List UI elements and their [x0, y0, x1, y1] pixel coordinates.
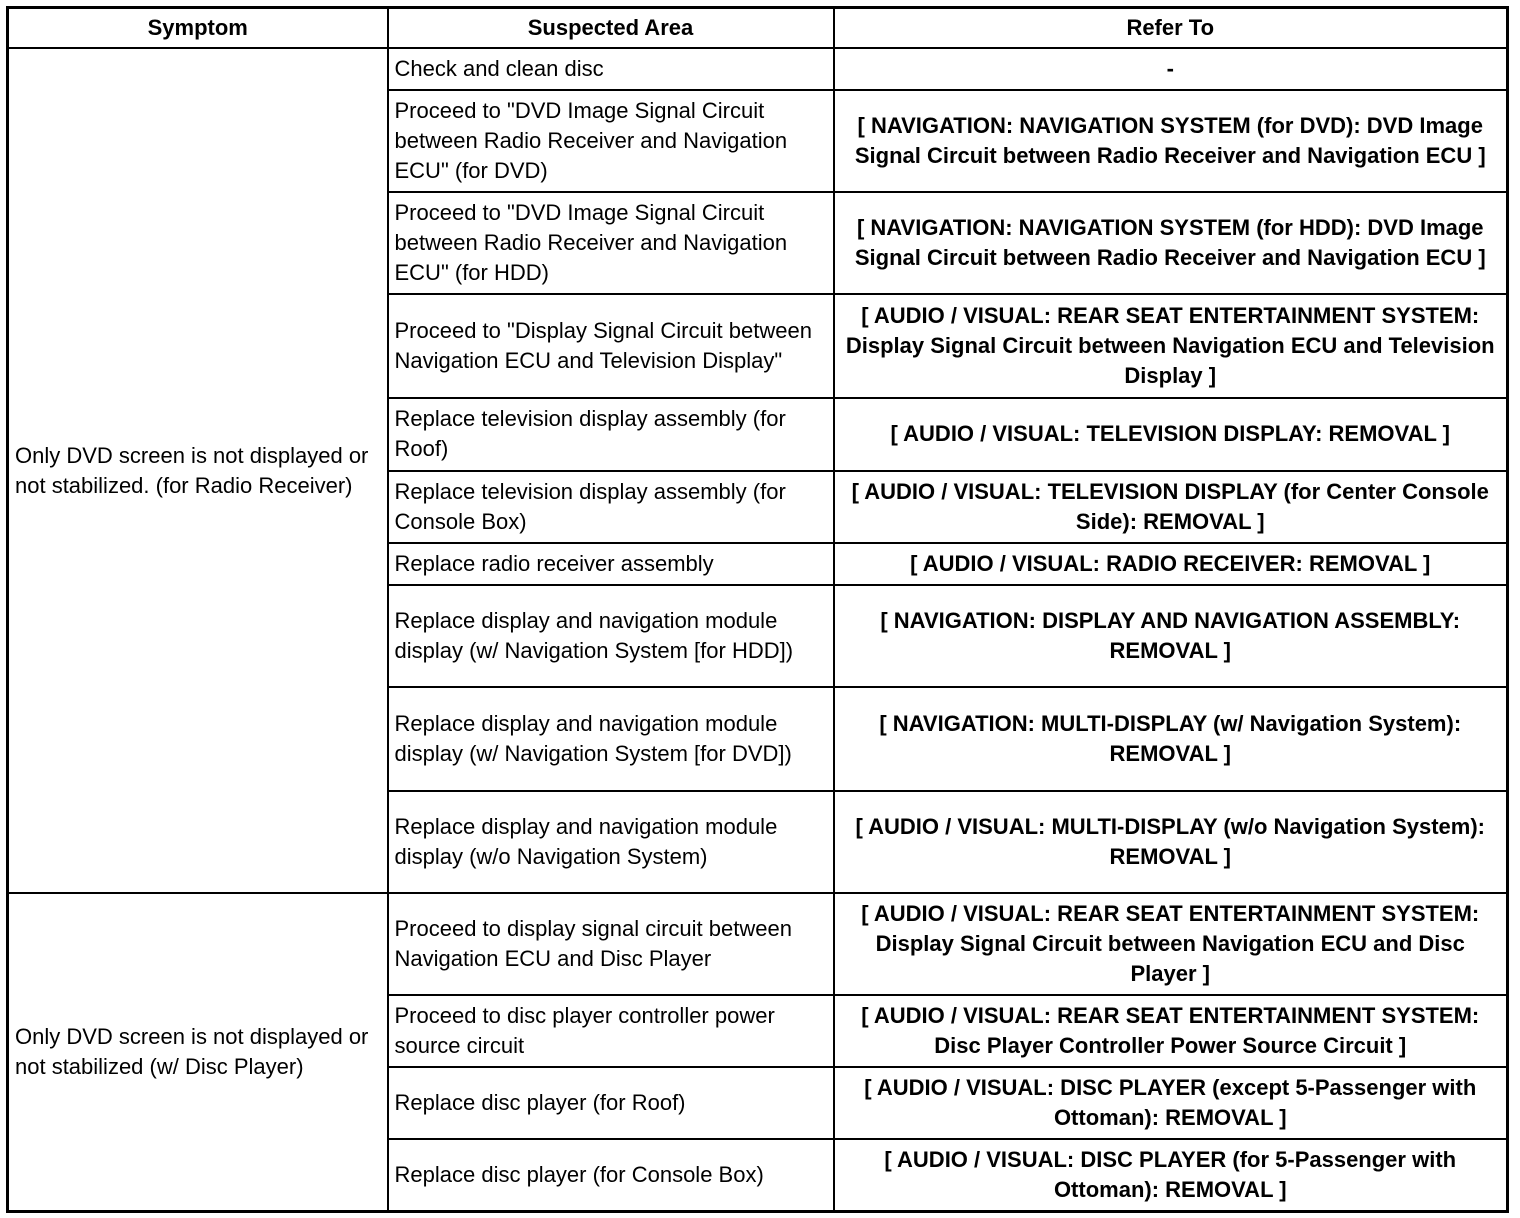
suspected-area-cell: Replace disc player (for Console Box): [388, 1139, 834, 1211]
suspected-area-cell: Replace disc player (for Roof): [388, 1067, 834, 1139]
symptom-cell: Only DVD screen is not displayed or not stabilized (w/ Disc Player): [8, 893, 388, 1212]
header-row: [8, 8, 1508, 49]
refer-to-link[interactable]: [ AUDIO / VISUAL: RADIO RECEIVER: REMOVAL ]: [834, 543, 1508, 585]
refer-to-link[interactable]: [ AUDIO / VISUAL: REAR SEAT ENTERTAINMENT SYSTEM: Display Signal Circuit between Navigation ECU and Television Display ]: [834, 294, 1508, 398]
refer-to-link[interactable]: [ NAVIGATION: MULTI-DISPLAY (w/ Navigation System): REMOVAL ]: [834, 687, 1508, 791]
header-symptom: Symptom: [8, 8, 388, 49]
suspected-area-cell: Proceed to display signal circuit between Navigation ECU and Disc Player: [388, 893, 834, 995]
suspected-area-cell: Replace television display assembly (for Roof): [388, 398, 834, 470]
refer-to-link[interactable]: [ AUDIO / VISUAL: MULTI-DISPLAY (w/o Navigation System): REMOVAL ]: [834, 791, 1508, 893]
suspected-area-cell: Replace display and navigation module display (w/ Navigation System [for HDD]): [388, 585, 834, 687]
refer-to-link[interactable]: [ NAVIGATION: NAVIGATION SYSTEM (for HDD): DVD Image Signal Circuit between Radio Receiver and Navigation ECU ]: [834, 192, 1508, 294]
refer-to-link[interactable]: [ NAVIGATION: NAVIGATION SYSTEM (for DVD): DVD Image Signal Circuit between Radio Receiver and Navigation ECU ]: [834, 90, 1508, 192]
refer-to-link[interactable]: [ AUDIO / VISUAL: REAR SEAT ENTERTAINMENT SYSTEM: Disc Player Controller Power Source Circuit ]: [834, 995, 1508, 1067]
symptom-cell: Only DVD screen is not displayed or not stabilized. (for Radio Receiver): [8, 48, 388, 893]
refer-to-link[interactable]: [ AUDIO / VISUAL: REAR SEAT ENTERTAINMENT SYSTEM: Display Signal Circuit between Navigation ECU and Disc Player ]: [834, 893, 1508, 995]
refer-to-link[interactable]: [ AUDIO / VISUAL: TELEVISION DISPLAY (for Center Console Side): REMOVAL ]: [834, 471, 1508, 543]
table-row: [8, 893, 1508, 995]
table-row: [8, 48, 1508, 90]
suspected-area-cell: Replace display and navigation module display (w/ Navigation System [for DVD]): [388, 687, 834, 791]
suspected-area-cell: Replace display and navigation module display (w/o Navigation System): [388, 791, 834, 893]
header-suspected-area: Suspected Area: [388, 8, 834, 49]
refer-to-link[interactable]: [ AUDIO / VISUAL: DISC PLAYER (except 5-Passenger with Ottoman): REMOVAL ]: [834, 1067, 1508, 1139]
refer-to-cell: -: [834, 48, 1508, 90]
suspected-area-cell: Proceed to "Display Signal Circuit between Navigation ECU and Television Display": [388, 294, 834, 398]
suspected-area-cell: Replace radio receiver assembly: [388, 543, 834, 585]
refer-to-link[interactable]: [ AUDIO / VISUAL: TELEVISION DISPLAY: REMOVAL ]: [834, 398, 1508, 470]
refer-to-link[interactable]: [ NAVIGATION: DISPLAY AND NAVIGATION ASSEMBLY: REMOVAL ]: [834, 585, 1508, 687]
suspected-area-cell: Replace television display assembly (for Console Box): [388, 471, 834, 543]
troubleshooting-table: [6, 6, 1509, 1213]
suspected-area-cell: Proceed to disc player controller power source circuit: [388, 995, 834, 1067]
suspected-area-cell: Check and clean disc: [388, 48, 834, 90]
suspected-area-cell: Proceed to "DVD Image Signal Circuit between Radio Receiver and Navigation ECU" (for DVD): [388, 90, 834, 192]
header-refer-to: Refer To: [834, 8, 1508, 49]
suspected-area-cell: Proceed to "DVD Image Signal Circuit between Radio Receiver and Navigation ECU" (for HDD): [388, 192, 834, 294]
refer-to-link[interactable]: [ AUDIO / VISUAL: DISC PLAYER (for 5-Passenger with Ottoman): REMOVAL ]: [834, 1139, 1508, 1211]
